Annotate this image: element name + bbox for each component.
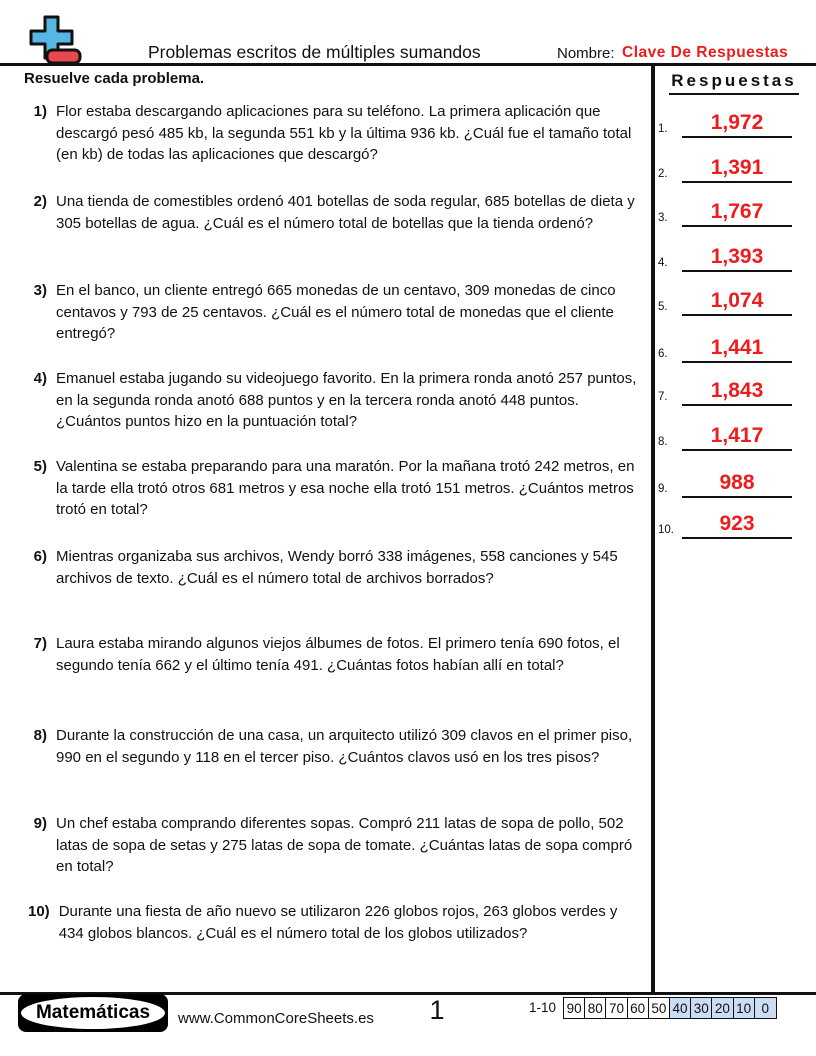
score-table — [563, 997, 777, 1019]
answer-line — [682, 512, 792, 539]
answer-line — [682, 289, 792, 316]
score-cell: 10 — [734, 998, 755, 1018]
answer-number: 3. — [658, 212, 668, 224]
instruction-text: Resuelve cada problema. — [24, 70, 205, 87]
answer-line — [682, 336, 792, 363]
problem-number: 10) — [28, 903, 50, 920]
problem-item — [28, 901, 646, 944]
name-value: Clave De Respuestas — [622, 44, 789, 61]
problem-text: Durante una fiesta de año nuevo se utilizaron 226 globos rojos, 263 globos verdes y 434 globos blancos. ¿Cuál es el número total de los globos utilizados? — [58, 903, 618, 942]
problem-item — [28, 456, 646, 521]
answer-number: 2. — [658, 168, 668, 180]
problem-number: 8) — [33, 727, 47, 744]
brand-oval — [21, 997, 165, 1029]
answer-row — [658, 151, 794, 183]
brand-label: Matemáticas — [35, 1002, 151, 1023]
answer-value: 1,843 — [710, 379, 764, 402]
page-number: 1 — [429, 995, 445, 1025]
answer-value: 1,767 — [710, 200, 764, 223]
answer-line — [682, 424, 792, 451]
answer-number: 10. — [658, 524, 674, 536]
problem-text: Un chef estaba comprando diferentes sopas. Compró 211 latas de sopa de pollo, 502 latas de sopa de setas y 275 latas de sopa de tomate. ¿Cuántas latas de sopa compró en total? — [56, 815, 633, 875]
answer-line — [682, 111, 792, 138]
answer-number: 9. — [658, 483, 668, 495]
problem-number: 1) — [33, 103, 47, 120]
header-divider — [0, 63, 816, 66]
answer-value: 988 — [719, 471, 755, 494]
problem-text: Durante la construcción de una casa, un arquitecto utilizó 309 clavos en el primer piso, 990 en el segundo y 118 en el tercer piso. ¿Cuántos clavos usó en los tres pisos? — [56, 727, 633, 766]
answer-number: 8. — [658, 436, 668, 448]
score-cell: 30 — [691, 998, 712, 1018]
problem-number: 6) — [33, 548, 47, 565]
problem-item — [28, 280, 646, 345]
answer-row — [658, 507, 794, 539]
page-title: Problemas escritos de múltiples sumandos — [148, 42, 481, 62]
problem-item — [28, 546, 646, 589]
answer-value: 1,417 — [710, 424, 764, 447]
problem-number: 3) — [33, 282, 47, 299]
answer-number: 7. — [658, 391, 668, 403]
answer-line — [682, 245, 792, 272]
answers-title: Respuestas — [669, 71, 798, 95]
problem-number: 5) — [33, 458, 47, 475]
website-text: www.CommonCoreSheets.es — [178, 1010, 374, 1027]
problem-text: Emanuel estaba jugando su videojuego favorito. En la primera ronda anotó 257 puntos, en la segunda ronda anotó 688 puntos y en la tercera ronda anotó 448 puntos. ¿Cuántos puntos hizo en la puntuación total? — [56, 370, 637, 430]
answer-value: 923 — [719, 512, 755, 535]
score-cell: 20 — [712, 998, 733, 1018]
answer-number: 1. — [658, 123, 668, 135]
problem-item — [28, 191, 646, 234]
problem-number: 9) — [33, 815, 47, 832]
answer-value: 1,441 — [710, 336, 764, 359]
name-label: Nombre: — [557, 45, 615, 62]
problem-item — [28, 368, 646, 433]
problem-item — [28, 633, 646, 676]
problem-text: Mientras organizaba sus archivos, Wendy borró 338 imágenes, 558 canciones y 545 archivos de texto. ¿Cuál es el número total de archivos borrados? — [56, 548, 618, 587]
answer-line — [682, 156, 792, 183]
answer-value: 1,074 — [710, 289, 764, 312]
answer-row — [658, 195, 794, 227]
problem-text: Valentina se estaba preparando para una maratón. Por la mañana trotó 242 metros, en la tarde ella trotó otros 681 metros y esa noche ella trotó 151 metros. ¿Cuántos metros trotó en total? — [56, 458, 635, 518]
score-cell: 50 — [649, 998, 670, 1018]
score-cell: 80 — [585, 998, 606, 1018]
answer-line — [682, 379, 792, 406]
problem-text: Una tienda de comestibles ordenó 401 botellas de soda regular, 685 botellas de dieta y 305 botellas de agua. ¿Cuál es el número total de botellas que la tienda ordenó? — [56, 193, 635, 232]
answer-number: 6. — [658, 348, 668, 360]
score-cell: 70 — [606, 998, 627, 1018]
answer-row — [658, 419, 794, 451]
answers-divider — [651, 63, 655, 993]
problem-item — [28, 101, 646, 166]
answer-line — [682, 200, 792, 227]
score-cell: 40 — [670, 998, 691, 1018]
score-cell: 90 — [564, 998, 585, 1018]
problem-number: 7) — [33, 635, 47, 652]
brand-badge — [18, 994, 168, 1032]
answer-number: 4. — [658, 257, 668, 269]
answer-row — [658, 374, 794, 406]
answer-row — [658, 106, 794, 138]
answer-value: 1,391 — [710, 156, 764, 179]
answer-row — [658, 284, 794, 316]
answer-row — [658, 331, 794, 363]
answer-value: 1,393 — [710, 245, 764, 268]
answers-header — [658, 71, 810, 95]
answer-value: 1,972 — [710, 111, 764, 134]
problem-item — [28, 725, 646, 768]
score-cell: 60 — [628, 998, 649, 1018]
answer-number: 5. — [658, 301, 668, 313]
problem-text: Flor estaba descargando aplicaciones para su teléfono. La primera aplicación que descargó pesó 485 kb, la segunda 551 kb y la última 936 kb. ¿Cuál fue el tamaño total (en kb) de todas las aplicaciones que descargó? — [56, 103, 632, 163]
problem-text: En el banco, un cliente entregó 665 monedas de un centavo, 309 monedas de cinco centavos y 793 de 25 centavos. ¿Cuál es el número total de monedas que el cliente entregó? — [56, 282, 616, 342]
problem-item — [28, 813, 646, 878]
answer-line — [682, 471, 792, 498]
score-cell: 0 — [755, 998, 776, 1018]
answer-row — [658, 240, 794, 272]
answer-row — [658, 466, 794, 498]
problem-number: 4) — [33, 370, 47, 387]
problem-number: 2) — [33, 193, 47, 210]
problem-text: Laura estaba mirando algunos viejos álbumes de fotos. El primero tenía 690 fotos, el segundo tenía 662 y el último tenía 491. ¿Cuántas fotos habían allí en total? — [56, 635, 620, 674]
score-range-label: 1-10 — [529, 1000, 557, 1015]
